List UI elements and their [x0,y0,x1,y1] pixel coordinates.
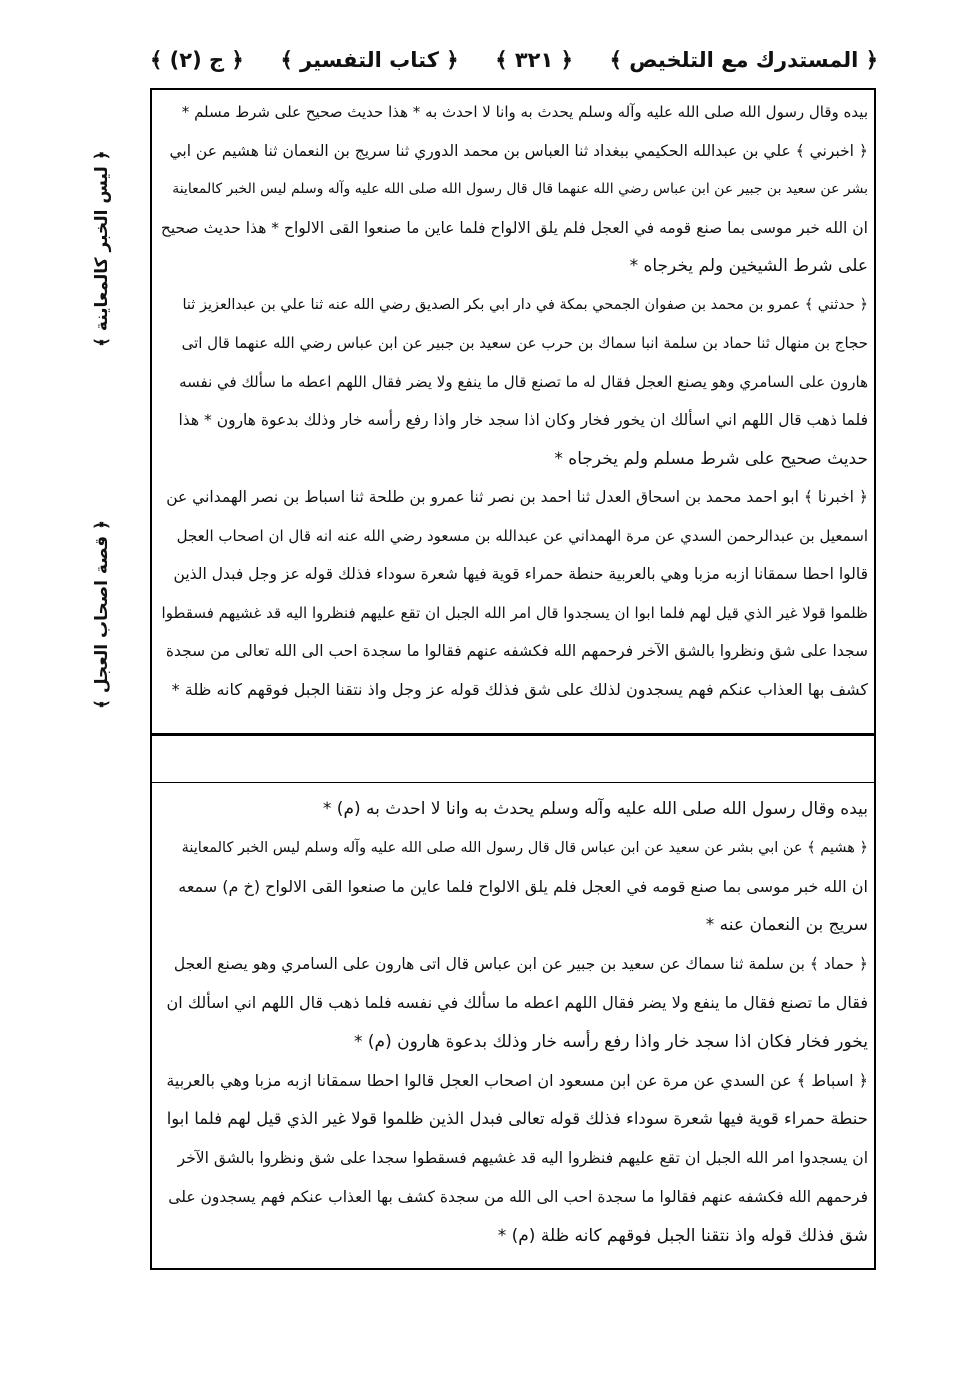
main-line: ان الله خبر موسى بما صنع قومه في العجل فلم يلق الالواح فلما عاين ما صنعوا القى الالواح * هذا حديث صحيح [160,218,868,237]
summary-line: ﴿ هشيم ﴾ عن ابي بشر عن سعيد عن ابن عباس قال قال رسول الله صلى الله عليه وآله وسلم ليس الخبر كالمعاينة [181,839,868,856]
main-line: حديث صحيح على شرط مسلم ولم يخرجاه * [554,448,868,469]
main-line: سجدا على شق ونظروا بالشق الآخر فرحمهم الله فكشفه عنهم فقالوا ما سجدة احب الى الله تعالى من سجدة [165,642,868,660]
volume-number: ﴿ ج (٢) ﴾ [150,48,244,72]
summary-line: ان الله خبر موسى بما صنع قومه في العجل فلم يلق الالواح فلما عاين ما صنعوا القى الالواح (خ م) سمعه [178,876,868,896]
summary-line: فقال ما تصنع فقال ما ينفع ولا يضر فقال اللهم اعطه ما سألك في نفسه فلما ذهب قال اللهم اني اسألك ان [166,992,868,1012]
summary-text [160,790,868,1256]
main-line: ﴿ اخبرنا ﴾ ابو احمد محمد بن اسحاق العدل ثنا احمد بن نصر ثنا عمرو بن طلحة ثنا اسباط بن نصر الهمداني عن [166,488,868,506]
main-line: ظلموا قولا غير الذي قيل لهم فلما ابوا ان يسجدوا قال امر الله الجبل ان تقع عليهم فنظروا اليه قد غشيهم فسقطوا [161,603,868,622]
main-line: بشر عن سعيد بن جبير عن ابن عباس رضي الله عنهما قال قال رسول الله صلى الله عليه وآله وسلم ليس الخبر كالمعاينة [172,181,868,197]
summary-line: حنطة حمراء قوية فيها شعرة سوداء فذلك قوله تعالى فبدل الذين ظلموا قولا غير الذي قيل لهم فلما ابوا [166,1109,868,1129]
margin-note-2: ﴿ قصة اصحاب العجل ﴾ [92,520,112,709]
running-header [150,36,878,84]
summary-divider [152,782,874,783]
summary-line: فرحمهم الله فكشفه عنهم فقالوا ما سجدة احب الى الله من سجدة كشف بها العذاب عنكم فهم يسجدون على [168,1187,868,1206]
main-line: حجاج بن منهال ثنا حماد بن سلمة انبا سماك بن حرب عن سعيد بن جبير عن ابن عباس رضي الله عنهما قال اتى [181,334,868,352]
summary-line: يخور فخار فكان اذا سجد خار واذا رفع رأسه خار وذلك بدعوة هارون (م) * [354,1031,868,1052]
main-line: كشف بها العذاب عنكم فهم يسجدون لذلك على شق فذلك قوله عز وجل واذ نتقنا الجبل فوقهم كانه ظلة * [171,679,868,699]
section-divider [152,733,874,736]
main-text [160,93,868,709]
main-line: هارون على السامري وهو يصنع العجل فقال له ما تصنع قال ما ينفع ولا يضر فقال اللهم اعطه ما سألك في نفسه [179,372,868,391]
margin-note-1: ﴿ ليس الخبر كالمعاينة ﴾ [92,150,112,347]
main-line: فلما ذهب قال اللهم اني اسألك ان يخور فخار وكان اذا سجد خار واذا رفع رأسه خار وذلك بدعوة هارون * هذا [178,411,868,429]
main-line: ﴿ اخبرني ﴾ علي بن عبدالله الحكيمي ببغداد ثنا العباس بن محمد الدوري ثنا سريج بن النعمان ثنا هشيم عن ابي [169,141,868,160]
summary-line: ﴿ اسباط ﴾ عن السدي عن مرة عن ابن مسعود ان اصحاب العجل قالوا احطا سمقانا ازبه مزبا وهي بالعربية [166,1070,868,1090]
main-line: قالوا احطا سمقانا ازبه مزبا وهي بالعربية حنطة حمراء قوية فيها شعرة سوداء فذلك قوله عز وجل فبدل الذين [173,565,868,583]
book-title: ﴿ المستدرك مع التلخيص ﴾ [609,48,878,72]
summary-line: ان يسجدوا امر الله الجبل ان تقع عليهم فنظروا اليه قد غشيهم فسقطوا سجدا على شق ونظروا بالشق الآخر [177,1149,868,1168]
summary-line: شق فذلك قوله واذ نتقنا الجبل فوقهم كانه ظلة (م) * [497,1225,868,1246]
main-line: ﴿ حدثني ﴾ عمرو بن محمد بن صفوان الجمحي بمكة في دار ابي بكر الصديق رضي الله عنه ثنا علي بن عبدالعزيز ثنا [182,296,868,313]
main-line: بيده وقال رسول الله صلى الله عليه وآله وسلم يحدث به وانا لا احدث به * هذا حديث صحيح على شرط مسلم * [181,103,868,121]
main-line: على شرط الشيخين ولم يخرجاه * [629,256,868,276]
main-line: اسمعيل بن عبدالرحمن السدي عن مرة الهمداني عن عبدالله بن مسعود رضي الله عنه انه قال ان اصحاب العجل [176,526,868,545]
chapter-title: ﴿ كتاب التفسير ﴾ [280,48,459,72]
summary-line: ﴿ حماد ﴾ بن سلمة ثنا سماك عن سعيد بن جبير عن ابن عباس قال اتى هارون على السامري وهو يصنع العجل [173,955,868,974]
summary-line: بيده وقال رسول الله صلى الله عليه وآله وسلم يحدث به وانا لا احدث به (م) * [322,799,868,819]
page-number: ﴿ ٣٢١ ﴾ [495,48,573,72]
summary-line: سريج بن النعمان عنه * [705,915,868,936]
